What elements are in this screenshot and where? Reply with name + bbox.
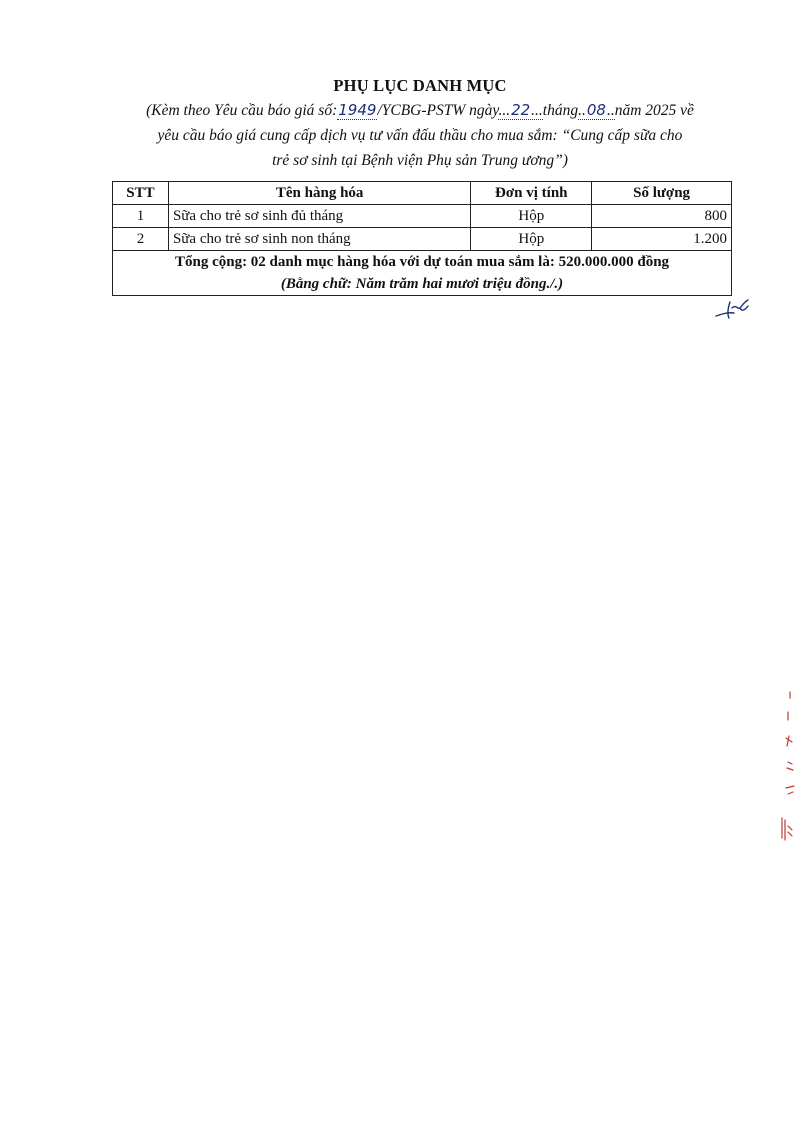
header-unit: Đơn vị tính: [471, 182, 592, 205]
row-qty: 800: [592, 205, 732, 228]
header-qty: Số lượng: [592, 182, 732, 205]
reference-year: năm 2025 về: [614, 102, 694, 119]
total-cell: [113, 251, 732, 296]
page-title: PHỤ LỤC DANH MỤC: [333, 76, 507, 95]
table-header-row: [113, 182, 732, 205]
day-handwritten: ...22...: [498, 101, 543, 119]
total-amount: Tổng cộng: 02 danh mục hàng hóa với dự toán mua sắm là: 520.000.000 đồng: [174, 254, 670, 270]
total-in-words: (Bằng chữ: Năm trăm hai mươi triệu đồng./.): [280, 276, 564, 292]
table-total-row: [113, 251, 732, 296]
reference-line-3: trẻ sơ sinh tại Bệnh viện Phụ sản Trung ương”): [272, 152, 568, 169]
row-stt: 2: [113, 228, 169, 251]
month-handwritten: ..08..: [578, 101, 615, 119]
goods-table: [112, 181, 732, 296]
row-unit: Hộp: [471, 228, 592, 251]
header-name: Tên hàng hóa: [168, 182, 470, 205]
row-stt: 1: [113, 205, 169, 228]
day-value: 22: [511, 101, 531, 119]
row-name: Sữa cho trẻ sơ sinh non tháng: [168, 228, 470, 251]
document-reference: [100, 98, 740, 173]
reference-prefix: (Kèm theo Yêu cầu báo giá số:: [146, 102, 338, 119]
month-value: 08: [586, 101, 606, 119]
table-row: [113, 205, 732, 228]
row-name: Sữa cho trẻ sơ sinh đủ tháng: [168, 205, 470, 228]
header-stt: STT: [113, 182, 169, 205]
table-row: [113, 228, 732, 251]
row-unit: Hộp: [471, 205, 592, 228]
edge-stamp-icon: [776, 690, 798, 850]
row-qty: 1.200: [592, 228, 732, 251]
month-label: tháng: [542, 102, 579, 119]
reference-line-2: yêu cầu báo giá cung cấp dịch vụ tư vấn đấu thầu cho mua sắm: “Cung cấp sữa cho: [157, 127, 683, 144]
reference-code: /YCBG-PSTW ngày: [377, 102, 499, 119]
request-number-handwritten: 1949: [338, 101, 377, 119]
handwritten-initial-icon: [712, 296, 758, 322]
